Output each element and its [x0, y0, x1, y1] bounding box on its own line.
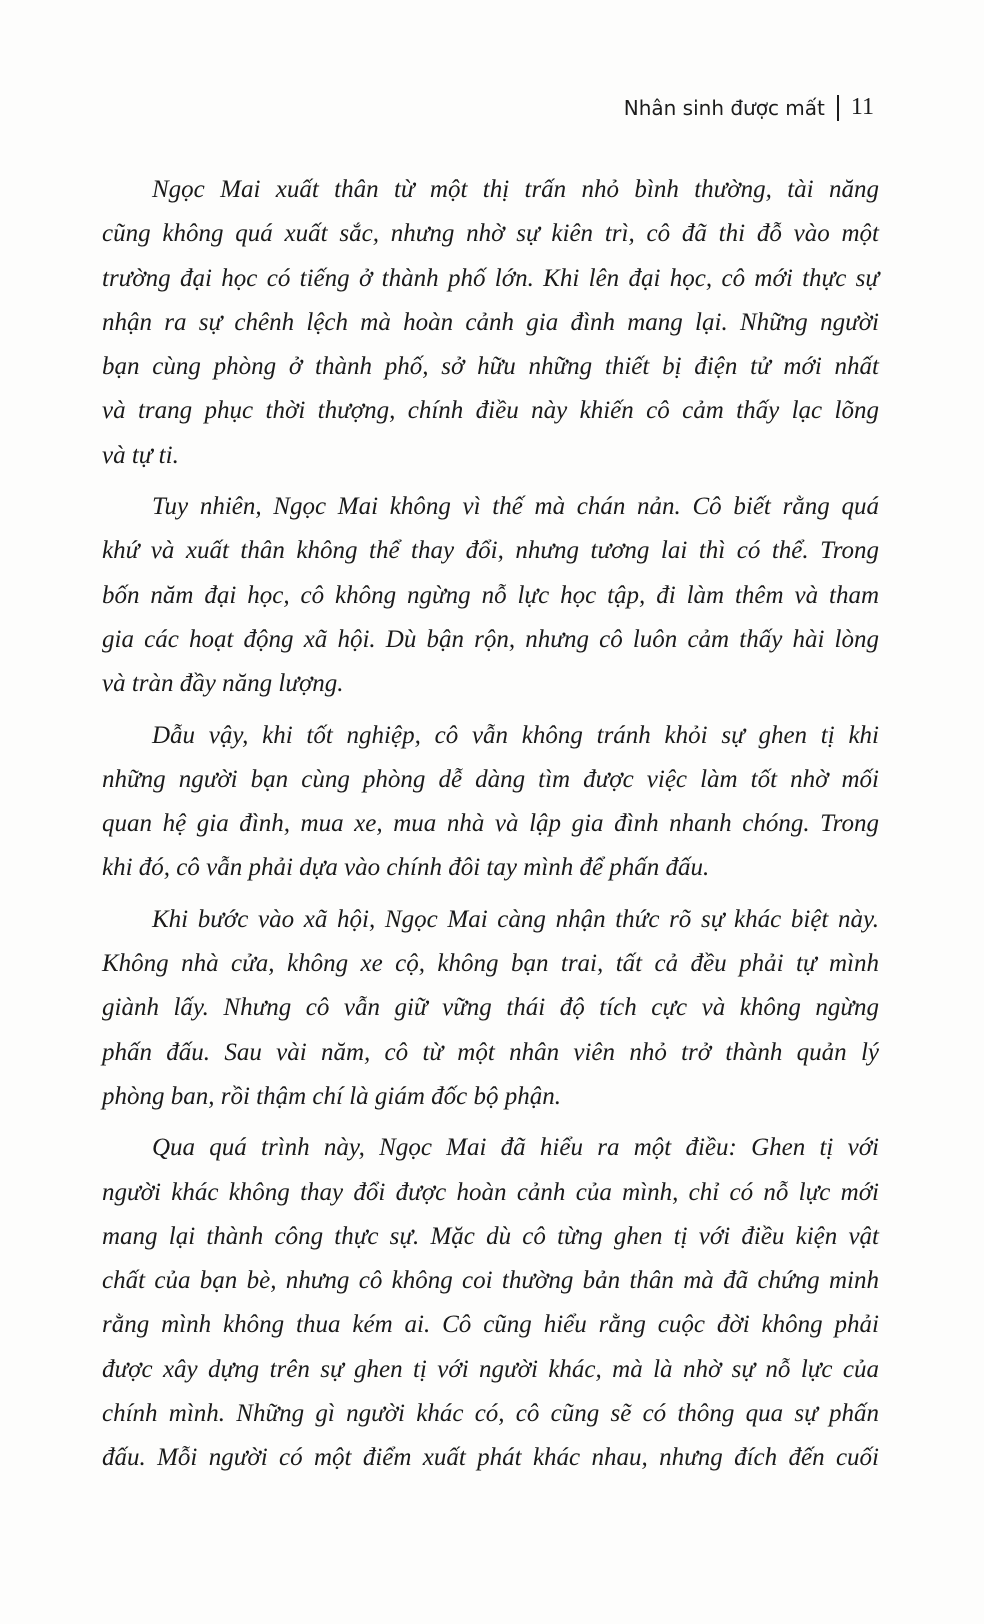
paragraph	[102, 1126, 879, 1480]
text-line: phòng ban, rồi thậm chí là giám đốc bộ phận.	[102, 1082, 562, 1110]
text-line: bốn năm đại học, cô không ngừng nỗ lực học tập, đi làm thêm và tham	[102, 581, 879, 609]
text-line: trường đại học có tiếng ở thành phố lớn. Khi lên đại học, cô mới thực sự	[102, 264, 879, 292]
text-line: và tràn đầy năng lượng.	[102, 670, 344, 698]
text-line: quan hệ gia đình, mua xe, mua nhà và lập gia đình nhanh chóng. Trong	[102, 810, 879, 838]
text-line: Tuy nhiên, Ngọc Mai không vì thế mà chán nản. Cô biết rằng quá	[152, 493, 879, 521]
text-line: phấn đấu. Sau vài năm, cô từ một nhân viên nhỏ trở thành quản lý	[102, 1038, 879, 1066]
text-line: nhận ra sự chênh lệch mà hoàn cảnh gia đình mang lại. Những người	[102, 308, 879, 336]
running-title: Nhân sinh được mất	[623, 95, 825, 120]
text-line: Qua quá trình này, Ngọc Mai đã hiểu ra một điều: Ghen tị với	[152, 1134, 879, 1162]
text-line: người khác không thay đổi được hoàn cảnh của mình, chỉ có nỗ lực mới	[102, 1178, 879, 1206]
text-line: chất của bạn bè, nhưng cô không coi thường bản thân mà đã chứng minh	[102, 1267, 879, 1295]
text-line: rằng mình không thua kém ai. Cô cũng hiểu rằng cuộc đời không phải	[102, 1311, 879, 1339]
text-line: đấu. Mỗi người có một điểm xuất phát khác nhau, nhưng đích đến cuối	[102, 1444, 879, 1472]
text-line: bạn cùng phòng ở thành phố, sở hữu những thiết bị điện tử mới nhất	[102, 353, 879, 381]
text-line: Dẫu vậy, khi tốt nghiệp, cô vẫn không tránh khỏi sự ghen tị khi	[152, 721, 879, 749]
text-line: khi đó, cô vẫn phải dựa vào chính đôi tay mình để phấn đấu.	[102, 854, 710, 882]
header-divider	[837, 95, 839, 121]
text-line: những người bạn cùng phòng dễ dàng tìm được việc làm tốt nhờ mối	[102, 765, 879, 793]
running-header	[624, 94, 874, 121]
text-line: được xây dựng trên sự ghen tị với người khác, mà là nhờ sự nỗ lực của	[102, 1355, 879, 1383]
text-line: Khi bước vào xã hội, Ngọc Mai càng nhận thức rõ sự khác biệt này.	[152, 905, 879, 933]
page-number: 11	[850, 94, 874, 120]
text-line: cũng không quá xuất sắc, nhưng nhờ sự kiên trì, cô đã thi đỗ vào một	[102, 220, 879, 248]
text-line: khứ và xuất thân không thể thay đổi, nhưng tương lai thì có thể. Trong	[102, 537, 879, 565]
text-line: mang lại thành công thực sự. Mặc dù cô từng ghen tị với điều kiện vật	[102, 1222, 879, 1250]
body-text	[102, 168, 879, 1488]
text-line: Ngọc Mai xuất thân từ một thị trấn nhỏ bình thường, tài năng	[152, 176, 879, 203]
text-line: Không nhà cửa, không xe cộ, không bạn trai, tất cả đều phải tự mình	[102, 950, 879, 978]
paragraph	[102, 898, 879, 1119]
paragraph	[102, 714, 879, 891]
text-line: và trang phục thời thượng, chính điều này khiến cô cảm thấy lạc lõng	[102, 397, 879, 425]
text-line: giành lấy. Nhưng cô vẫn giữ vững thái độ tích cực và không ngừng	[102, 994, 879, 1022]
text-line: gia các hoạt động xã hội. Dù bận rộn, nhưng cô luôn cảm thấy hài lòng	[102, 625, 879, 653]
paragraph	[102, 485, 879, 706]
paragraph	[102, 168, 879, 478]
text-line: chính mình. Những gì người khác có, cô cũng sẽ có thông qua sự phấn	[102, 1400, 879, 1428]
text-line: và tự ti.	[102, 441, 179, 469]
